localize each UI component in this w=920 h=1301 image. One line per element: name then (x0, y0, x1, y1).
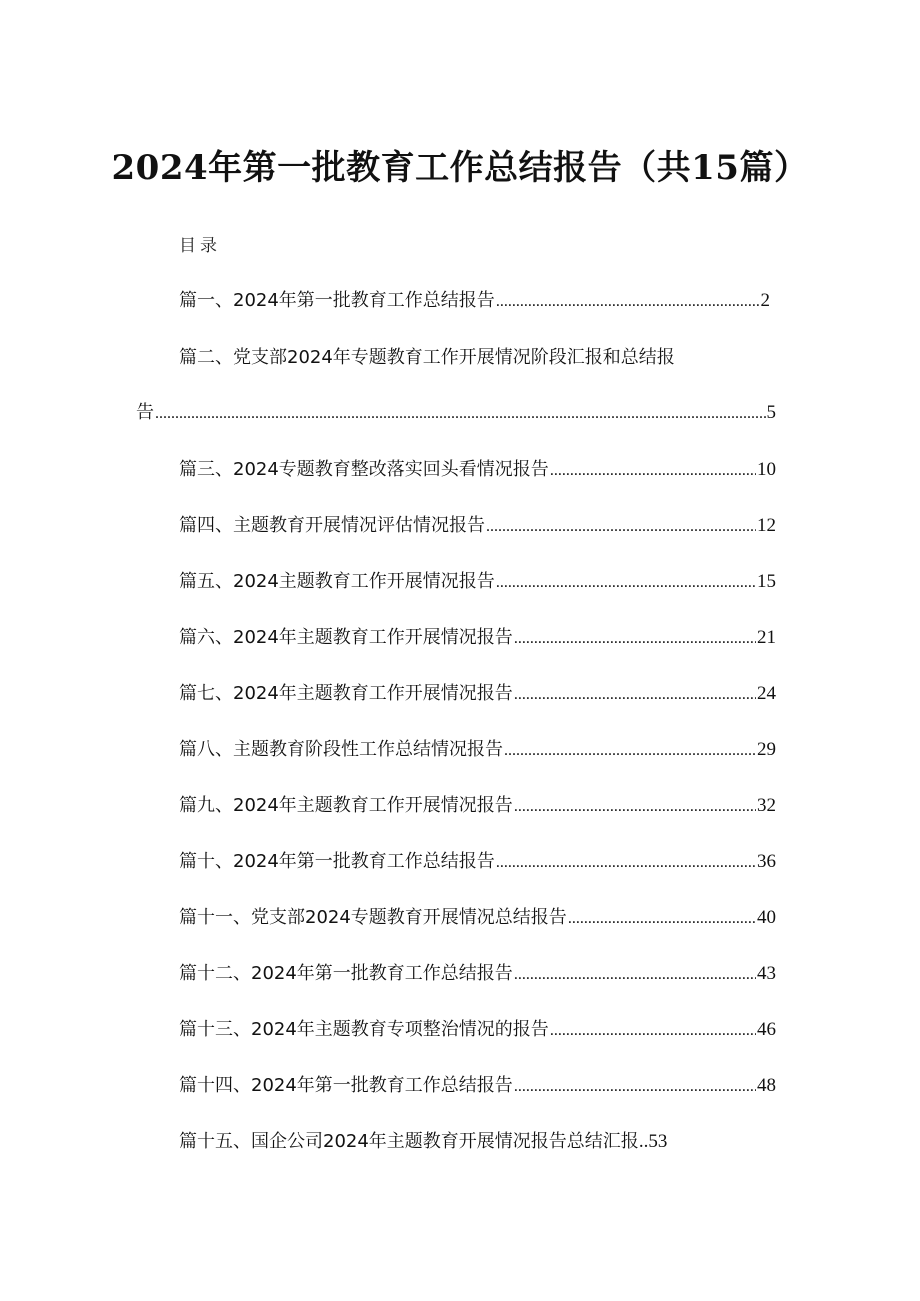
toc-entry-title: 篇四、主题教育开展情况评估情况报告 (179, 515, 485, 536)
toc-leader-dots (496, 848, 756, 878)
toc-entry-title: 篇十二、2024年第一批教育工作总结报告 (179, 963, 513, 984)
toc-entry[interactable] (179, 903, 776, 933)
toc-leader-dots (514, 1072, 756, 1102)
toc-leader-dots (550, 456, 756, 486)
toc-entry[interactable] (179, 455, 776, 485)
toc-entry[interactable] (179, 735, 776, 765)
toc-entry-title: 篇七、2024年主题教育工作开展情况报告 (179, 683, 513, 704)
toc-entry[interactable] (179, 959, 776, 989)
toc-entry-page: 10 (757, 459, 776, 480)
toc-entry[interactable] (179, 1015, 776, 1045)
toc-leader-dots (514, 960, 756, 990)
toc-entry-title: 篇九、2024年主题教育工作开展情况报告 (179, 795, 513, 816)
toc-entry-page: 5 (766, 402, 776, 423)
toc-entry-title: 篇六、2024年主题教育工作开展情况报告 (179, 627, 513, 648)
toc-entry-page: 40 (757, 907, 776, 928)
toc-entry-title: 篇十三、2024年主题教育专项整治情况的报告 (179, 1019, 549, 1040)
toc-leader-dots (504, 736, 756, 766)
toc-entry-page: 32 (757, 795, 776, 816)
toc-leader-dots (550, 1016, 756, 1046)
toc-leader-dots (568, 904, 756, 934)
toc-leader-dots (514, 680, 756, 710)
toc-entry-page: 53 (648, 1131, 668, 1152)
toc-entry-title: 篇三、2024专题教育整改落实回头看情况报告 (179, 459, 549, 480)
toc-entry-page: 12 (757, 515, 776, 536)
toc-entry-page: 29 (757, 739, 776, 760)
toc-leader-dots (514, 624, 756, 654)
toc-entry-title-continued: 告 (136, 402, 154, 423)
toc-entry-title: 篇十一、党支部2024专题教育开展情况总结报告 (179, 907, 567, 928)
toc-leader-dots (155, 399, 766, 429)
document-title: 2024年第一批教育工作总结报告（共15篇） (111, 148, 809, 188)
toc-entry-line1[interactable]: 篇二、党支部2024年专题教育工作开展情况阶段汇报和总结报 (179, 347, 675, 368)
toc-entry-title: 篇五、2024主题教育工作开展情况报告 (179, 571, 495, 592)
toc-entry-page: 43 (757, 963, 776, 984)
toc-entry-page: 36 (757, 851, 776, 872)
toc-entry[interactable] (179, 847, 776, 877)
toc-heading: 目录 (179, 236, 221, 256)
toc-entry-page: 48 (757, 1075, 776, 1096)
toc-entry[interactable] (179, 1127, 667, 1157)
toc-entry-page: 21 (757, 627, 776, 648)
toc-leader-dots (486, 512, 756, 542)
toc-entry-leader: .. (638, 1131, 649, 1152)
toc-entry[interactable] (179, 511, 776, 541)
toc-entry-page: 15 (757, 571, 776, 592)
toc-entry[interactable] (179, 679, 776, 709)
toc-leader-dots (496, 287, 760, 317)
toc-entry-title: 篇十四、2024年第一批教育工作总结报告 (179, 1075, 513, 1096)
toc-entry-title: 篇十五、国企公司2024年主题教育开展情况报告总结汇报 (179, 1131, 639, 1152)
toc-entry-page: 46 (757, 1019, 776, 1040)
toc-entry[interactable] (136, 398, 776, 428)
toc-entry[interactable] (179, 567, 776, 597)
toc-entry-title: 篇十、2024年第一批教育工作总结报告 (179, 851, 495, 872)
toc-entry-title: 篇一、2024年第一批教育工作总结报告 (179, 290, 495, 311)
toc-entry[interactable] (179, 791, 776, 821)
toc-entry[interactable] (179, 286, 770, 316)
toc-entry-page: 2 (760, 290, 770, 311)
toc-leader-dots (514, 792, 756, 822)
toc-entry-title: 篇八、主题教育阶段性工作总结情况报告 (179, 739, 503, 760)
toc-entry[interactable] (179, 623, 776, 653)
toc-entry-page: 24 (757, 683, 776, 704)
toc-leader-dots (496, 568, 756, 598)
toc-entry[interactable] (179, 1071, 776, 1101)
